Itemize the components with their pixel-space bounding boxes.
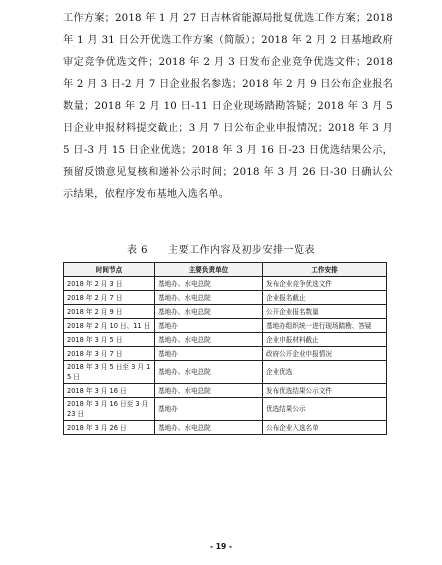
schedule-table: [63, 262, 387, 435]
table-header-row: [64, 263, 387, 277]
cell-task: 优选结果公示: [263, 398, 387, 421]
cell-unit: 基地办: [155, 398, 263, 421]
cell-unit: 基地办、水电总院: [155, 384, 263, 398]
table-row: [64, 305, 387, 319]
table-row: [64, 291, 387, 305]
table-row: [64, 398, 387, 421]
cell-time: 2018 年 2 月 3 日: [64, 277, 155, 291]
cell-unit: 基地办、水电总院: [155, 277, 263, 291]
cell-task: 发布优选结果公示文件: [263, 384, 387, 398]
table-row: [64, 319, 387, 333]
cell-task: 公开企业报名数量: [263, 305, 387, 319]
cell-time: 2018 年 3 月 16 日至 3 月 23 日: [64, 398, 155, 421]
cell-time: 2018 年 2 月 7 日: [64, 291, 155, 305]
cell-unit: 基地办: [155, 319, 263, 333]
table-caption: [0, 241, 442, 256]
cell-unit: 基地办、水电总院: [155, 333, 263, 347]
cell-unit: 基地办: [155, 347, 263, 361]
cell-task: 企业报名截止: [263, 291, 387, 305]
cell-time: 2018 年 2 月 10 日、11 日: [64, 319, 155, 333]
table-row: [64, 277, 387, 291]
header-unit: 主要负责单位: [155, 263, 263, 277]
cell-task: 企业优选: [263, 361, 387, 384]
table-row: [64, 384, 387, 398]
cell-time: 2018 年 2 月 9 日: [64, 305, 155, 319]
cell-time: 2018 年 3 月 5 日: [64, 333, 155, 347]
table-row: [64, 421, 387, 435]
cell-unit: 基地办、水电总院: [155, 305, 263, 319]
cell-task: 发布企业竞争优选文件: [263, 277, 387, 291]
cell-task: 企业申报材料截止: [263, 333, 387, 347]
cell-task: 政府公开企业申报情况: [263, 347, 387, 361]
page-number: - 19 -: [210, 542, 232, 551]
cell-task: 公布企业入选名单: [263, 421, 387, 435]
header-task: 工作安排: [263, 263, 387, 277]
cell-unit: 基地办、水电总院: [155, 421, 263, 435]
cell-time: 2018 年 3 月 16 日: [64, 384, 155, 398]
table-row: [64, 347, 387, 361]
cell-time: 2018 年 3 月 5 日至 3 月 15 日: [64, 361, 155, 384]
cell-unit: 基地办、水电总院: [155, 291, 263, 305]
table-row: [64, 333, 387, 347]
table-title: 主要工作内容及初步安排一览表: [168, 245, 316, 256]
header-time: 时间节点: [64, 263, 155, 277]
cell-time: 2018 年 3 月 26 日: [64, 421, 155, 435]
cell-unit: 基地办、水电总院: [155, 361, 263, 384]
cell-time: 2018 年 3 月 7 日: [64, 347, 155, 361]
table-number: 表 6: [126, 245, 149, 256]
body-paragraph: 工作方案；2018 年 1 月 27 日吉林省能源局批复优选工作方案；2018 年 1 月 31 日公开优选工作方案（简版）；2018 年 2 月 2 日基地政府审定竞争优选文件；2018 年 2 月 3 日发布企业竞争优选文件；2018 年 2 月 3 日-2 月 7 日企业报名参选；2018 年 2 月 9 日公布企业报名数量；2018 年 2 月 10 日-11 日企业现场踏勘答疑；2018 年 3 月 5 日企业申报材料提交截止；3 月 7 日公布企业申报情况；2018 年 3 月 5 日-3 月 15 日企业优选；2018 年 3 月 16 日-23 日优选结果公示，预留反馈意见复核和递补公示时间；2018 年 3 月 26 日-30 日确认公示结果，依程序发布基地入选名单。: [63, 13, 393, 200]
cell-task: 基地办组织统一进行现场踏勘、答疑: [263, 319, 387, 333]
table-row: [64, 361, 387, 384]
